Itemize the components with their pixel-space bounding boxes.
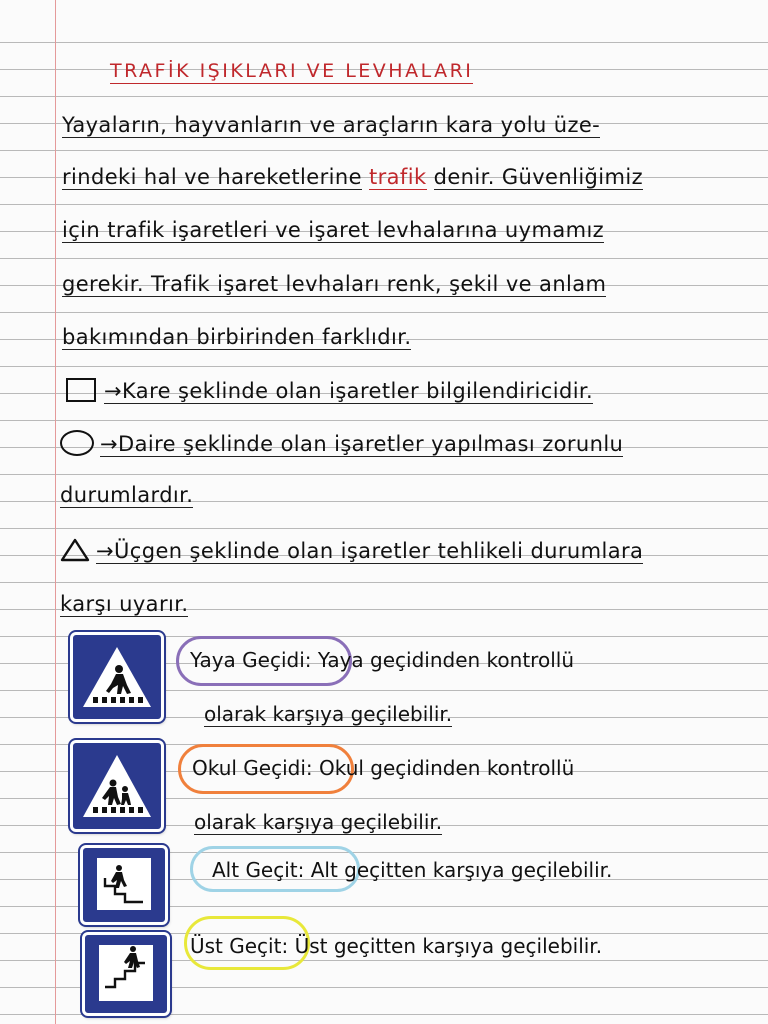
overpass-icon: [85, 935, 167, 1013]
margin-line: [55, 0, 56, 1024]
sign-1-name: Yaya Geçidi: [190, 648, 305, 672]
circle-sign-line-2: durumlardır.: [60, 483, 194, 507]
triangle-sign-line-1: →Üçgen şeklinde olan işaretler tehlikeli durumlara: [60, 538, 643, 564]
triangle-sign-line-2: karşı uyarır.: [60, 592, 189, 616]
pedestrian-crossing-icon: [73, 635, 161, 719]
sign-1-line-1: Yaya Geçidi: Yaya geçidinden kontrollü: [190, 648, 574, 672]
underpass-sign: [80, 845, 168, 925]
underpass-icon: [83, 848, 165, 922]
school-crossing-sign: [70, 740, 164, 832]
sign-2-name: Okul Geçidi: [192, 756, 306, 780]
square-sign-line: →Kare şeklinde olan işaretler bilgilendiricidir.: [66, 378, 593, 404]
term-trafik: trafik: [368, 165, 427, 189]
paragraph-line-4: gerekir. Trafik işaret levhaları renk, şekil ve anlam: [62, 272, 607, 296]
circle-icon: [60, 430, 94, 456]
sign-2-line-2: olarak karşıya geçilebilir.: [194, 810, 443, 834]
overpass-sign: [82, 932, 170, 1016]
sign-3-name: Alt Geçit: [212, 858, 298, 882]
paragraph-line-3: için trafik işaretleri ve işaret levhalarına uymamız: [62, 218, 605, 242]
circle-sign-line-1: →Daire şeklinde olan işaretler yapılması zorunlu: [60, 430, 623, 457]
triangle-icon: [60, 538, 90, 562]
paragraph-line-5: bakımından birbirinden farklıdır.: [62, 325, 412, 349]
square-icon: [66, 378, 96, 402]
pedestrian-crossing-sign: [70, 632, 164, 722]
sign-3-line-1: Alt Geçit: Alt geçitten karşıya geçilebilir.: [212, 858, 613, 882]
paragraph-line-1: Yayaların, hayvanların ve araçların kara yolu üze-: [62, 113, 601, 137]
paragraph-line-2: rindeki hal ve hareketlerine trafik denir. Güvenliğimiz: [62, 165, 644, 189]
sign-1-line-2: olarak karşıya geçilebilir.: [204, 702, 453, 726]
sign-4-name: Üst Geçit: [190, 934, 282, 958]
sign-4-line-1: Üst Geçit: Üst geçitten karşıya geçilebilir.: [190, 934, 603, 958]
page-title: TRAFİK IŞIKLARI VE LEVHALARI: [110, 60, 474, 82]
sign-2-line-1: Okul Geçidi: Okul geçidinden kontrollü: [192, 756, 575, 780]
school-crossing-icon: [73, 743, 161, 829]
